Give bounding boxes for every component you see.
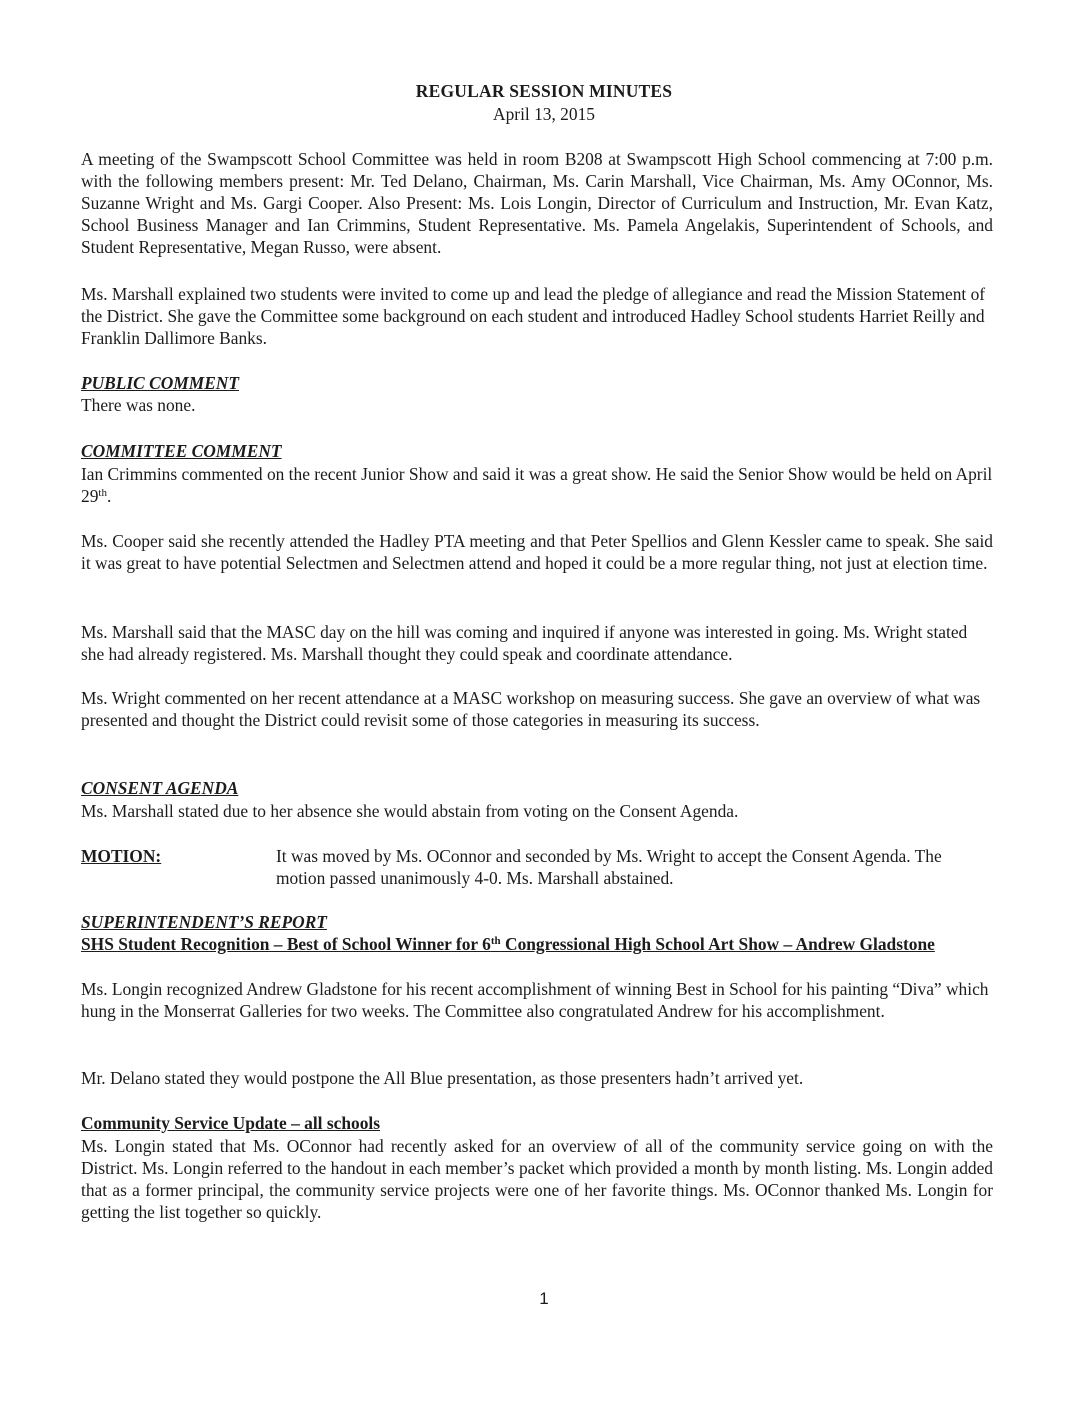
motion-text: It was moved by Ms. OConnor and seconded by Ms. Wright to accept the Consent Agenda. The motion passed unanimously 4-0. Ms. Marshall abstained. bbox=[276, 846, 942, 888]
student-recognition-title-end: Congressional High School Art Show – Andrew Gladstone bbox=[500, 934, 935, 954]
all-blue-paragraph: Mr. Delano stated they would postpone the All Blue presentation, as those presenters hadn’t arrived yet. bbox=[81, 1068, 804, 1088]
motion-label: MOTION: bbox=[81, 846, 162, 866]
pledge-paragraph: Ms. Marshall explained two students were invited to come up and lead the pledge of allegiance and read the Mission Statement of the District. She gave the Committee some background on each student and introduced Hadley School students Harriet Reilly and Franklin Dallimore Banks. bbox=[81, 284, 986, 348]
committee-comment-paragraph-2: Ms. Cooper said she recently attended the Hadley PTA meeting and that Peter Spellios and Glenn Kessler came to speak. She said it was great to have potential Selectmen and Selectmen attend and hoped it could be a more regular thing, not just at election time. bbox=[81, 531, 993, 573]
document-date: April 13, 2015 bbox=[493, 104, 595, 124]
consent-agenda-text: Ms. Marshall stated due to her absence she would abstain from voting on the Consent Agenda. bbox=[81, 801, 739, 821]
superintendent-report-heading: SUPERINTENDENT’S REPORT bbox=[81, 912, 327, 932]
student-recognition-paragraph: Ms. Longin recognized Andrew Gladstone for his recent accomplishment of winning Best in School for his painting “Diva” which hung in the Monserrat Galleries for two weeks. The Committee also congratulated Andrew for his accomplishment. bbox=[81, 979, 989, 1021]
student-recognition-title: SHS Student Recognition – Best of School Winner for 6 bbox=[81, 934, 491, 954]
committee-comment-paragraph-3: Ms. Marshall said that the MASC day on the hill was coming and inquired if anyone was interested in going. Ms. Wright stated she had already registered. Ms. Marshall thought they could speak and coordinate attendance. bbox=[81, 622, 968, 664]
committee-comment-p1-end: . bbox=[106, 486, 112, 506]
committee-comment-paragraph-4: Ms. Wright commented on her recent attendance at a MASC workshop on measuring success. She gave an overview of what was presented and thought the District could revisit some of those categories in measuring its success. bbox=[81, 688, 981, 730]
student-recognition-subheading bbox=[81, 933, 993, 955]
ordinal-suffix: th bbox=[490, 935, 501, 947]
consent-agenda-heading: CONSENT AGENDA bbox=[81, 778, 239, 798]
committee-comment-heading: COMMITTEE COMMENT bbox=[81, 441, 282, 461]
community-service-subheading: Community Service Update – all schools bbox=[81, 1113, 381, 1133]
page-number: 1 bbox=[539, 1289, 549, 1308]
public-comment-text: There was none. bbox=[81, 395, 196, 415]
attendance-paragraph: A meeting of the Swampscott School Committee was held in room B208 at Swampscott High School commencing at 7:00 p.m. with the following members present: Mr. Ted Delano, Chairman, Ms. Carin Marshall, Vice Chairman, Ms. Amy OConnor, Ms. Suzanne Wright and Ms. Gargi Cooper. Also Present: Ms. Lois Longin, Director of Curriculum and Instruction, Mr. Evan Katz, School Business Manager and Ian Crimmins, Student Representative. Ms. Pamela Angelakis, Superintendent of Schools, and Student Representative, Megan Russo, were absent. bbox=[81, 149, 993, 257]
committee-comment-paragraph-1 bbox=[81, 463, 993, 507]
document-title: REGULAR SESSION MINUTES bbox=[415, 81, 673, 101]
ordinal-suffix: th bbox=[98, 487, 107, 499]
community-service-paragraph: Ms. Longin stated that Ms. OConnor had recently asked for an overview of all of the community service going on with the District. Ms. Longin referred to the handout in each member’s packet which provided a month by month listing. Ms. Longin added that as a former principal, the community service projects were one of her favorite things. Ms. OConnor thanked Ms. Longin for getting the list together so quickly. bbox=[81, 1136, 993, 1222]
public-comment-heading: PUBLIC COMMENT bbox=[81, 373, 239, 393]
committee-comment-p1-text: Ian Crimmins commented on the recent Junior Show and said it was a great show. He said the Senior Show would be held on April 29 bbox=[81, 464, 993, 506]
